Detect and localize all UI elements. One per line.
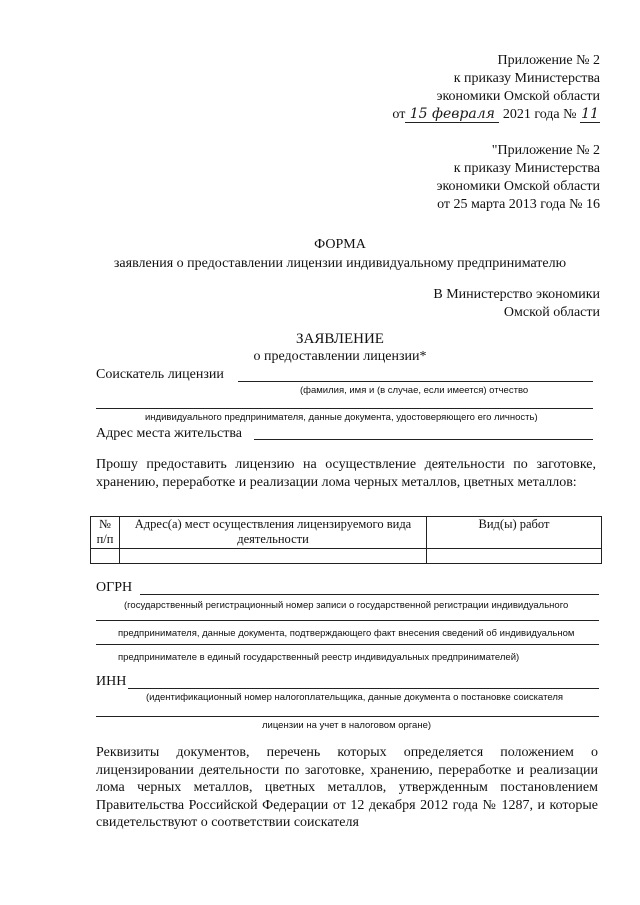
appendix-order-ref: к приказу Министерства bbox=[453, 71, 600, 86]
col-number-header: № п/п bbox=[91, 517, 120, 549]
table-cell[interactable] bbox=[427, 549, 602, 564]
application-title: ЗАЯВЛЕНИЕ bbox=[296, 331, 384, 347]
ogrn-hint-2: предпринимателя, данные документа, подтверждающего факт внесения сведений об индивидуальном bbox=[118, 628, 575, 639]
appendix-number: Приложение № 2 bbox=[497, 53, 600, 68]
inn-input-line-2[interactable] bbox=[96, 716, 599, 717]
request-paragraph: Прошу предоставить лицензию на осуществление деятельности по заготовке, хранению, переработке и реализации лома черных металлов, цветных металлов: bbox=[96, 457, 596, 490]
inn-input-line[interactable] bbox=[128, 688, 599, 689]
appendix-header-new bbox=[340, 52, 600, 124]
col-address-header: Адрес(а) мест осуществления лицензируемого вида деятельности bbox=[120, 517, 427, 549]
address-input-line[interactable] bbox=[254, 439, 593, 440]
ogrn-hint-3: предпринимателе в единый государственный реестр индивидуальных предпринимателей) bbox=[118, 652, 520, 663]
table-header-row bbox=[91, 517, 602, 549]
table-cell[interactable] bbox=[120, 549, 427, 564]
handwritten-number: 11 bbox=[581, 106, 599, 122]
applicant-hint-2: индивидуального предпринимателя, данные документа, удостоверяющего его личность) bbox=[145, 412, 538, 423]
applicant-input-line-2[interactable] bbox=[96, 408, 593, 409]
col-works-header: Вид(ы) работ bbox=[427, 517, 602, 549]
appendix-header-old: "Приложение № 2 к приказу Министерства экономики Омской области от 25 марта 2013 года № 16 bbox=[436, 143, 600, 212]
recipient-block: В Министерство экономики Омской области bbox=[433, 287, 600, 320]
ogrn-input-line-3[interactable] bbox=[96, 644, 599, 645]
applicant-label: Соискатель лицензии bbox=[96, 367, 224, 382]
application-subtitle: о предоставлении лицензии* bbox=[253, 349, 427, 364]
table-cell[interactable] bbox=[91, 549, 120, 564]
ogrn-hint-1: (государственный регистрационный номер записи о государственной регистрации индивидуального bbox=[124, 600, 569, 611]
applicant-hint-1: (фамилия, имя и (в случае, если имеется) отчество bbox=[300, 385, 529, 396]
address-label: Адрес места жительства bbox=[96, 426, 242, 441]
ogrn-input-line[interactable] bbox=[140, 594, 599, 595]
activity-table bbox=[90, 516, 602, 564]
appendix-ministry: экономики Омской области bbox=[436, 89, 600, 104]
appendix-date-line: от 15 февраля 2021 года № 11 bbox=[392, 106, 599, 122]
inn-hint-2: лицензии на учет в налоговом органе) bbox=[262, 720, 432, 731]
ogrn-input-line-2[interactable] bbox=[96, 620, 599, 621]
requisites-paragraph: Реквизиты документов, перечень которых определяется положением о лицензировании деятельности по заготовке, хранению, переработке и реализации лома черных металлов, цветных металлов, утвержденным постановлением Правительства Российской Федерации от 12 декабря 2012 года № 1287, и которые свидетельствуют о соответствии соискателя bbox=[96, 745, 598, 830]
ogrn-label: ОГРН bbox=[96, 580, 133, 595]
table-row bbox=[91, 549, 602, 564]
handwritten-date: 15 февраля bbox=[405, 106, 499, 123]
inn-label: ИНН bbox=[96, 674, 127, 689]
form-subtitle: заявления о предоставлении лицензии индивидуальному предпринимателю bbox=[113, 256, 567, 271]
applicant-input-line[interactable] bbox=[238, 381, 593, 382]
form-title: ФОРМА bbox=[314, 237, 366, 252]
inn-hint-1: (идентификационный номер налогоплательщика, данные документа о постановке соискателя bbox=[146, 692, 564, 703]
